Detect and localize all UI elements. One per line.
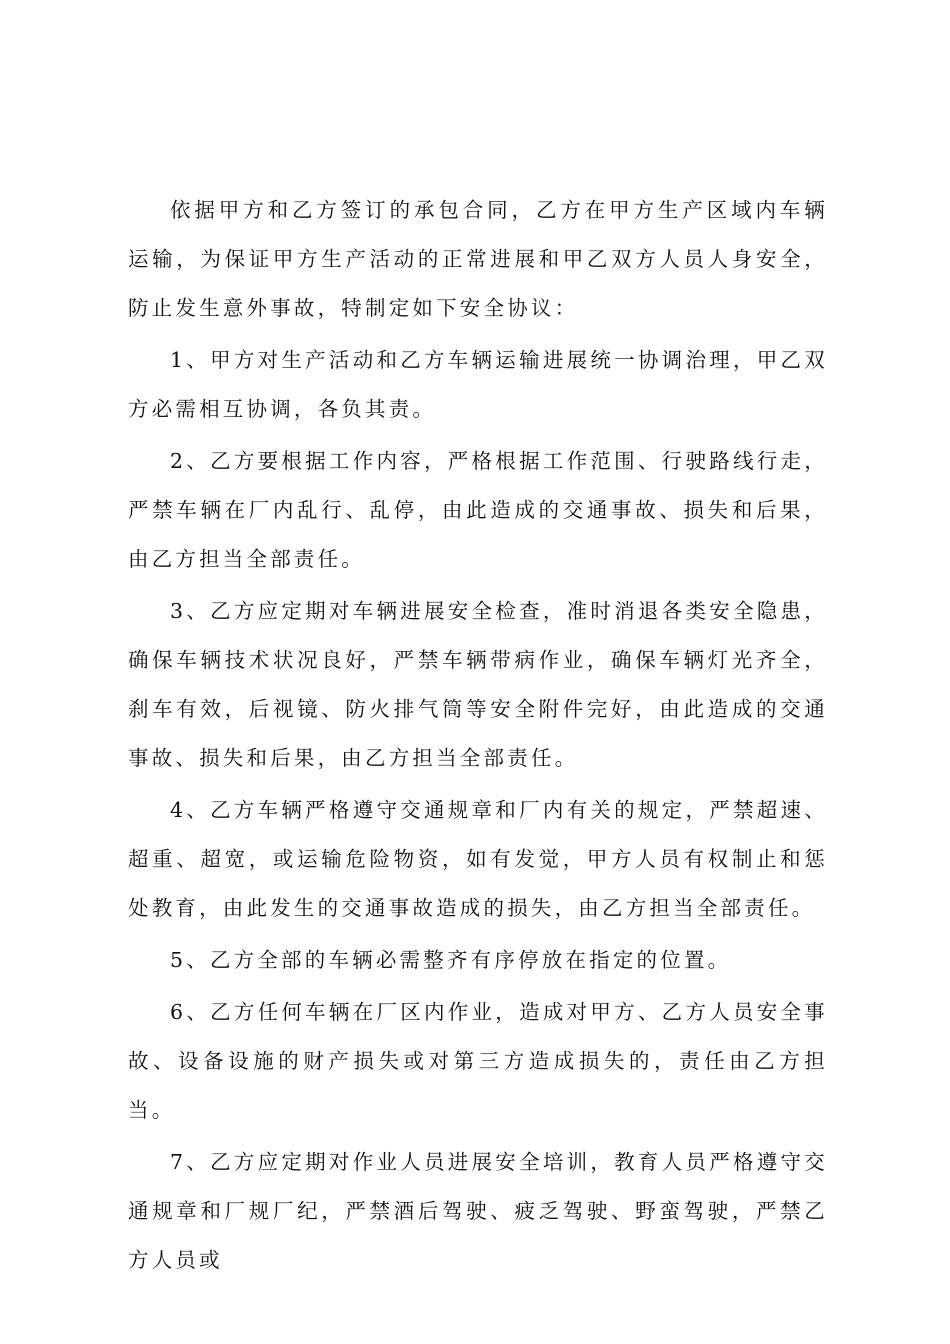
paragraph-clause-7: 7、乙方应定期对作业人员进展安全培训，教育人员严格遵守交通规章和厂规厂纪，严禁酒后驾驶、疲乏驾驶、野蛮驾驶，严禁乙方人员或 [128, 1150, 828, 1272]
paragraph-clause-5: 5、乙方全部的车辆必需整齐有序停放在指定的位置。 [170, 948, 732, 972]
paragraph-intro: 依据甲方和乙方签订的承包合同，乙方在甲方生产区域内车辆运输，为保证甲方生产活动的正常进展和甲乙双方人员人身安全，防止发生意外事故，特制定如下安全协议： [128, 198, 828, 320]
paragraph-clause-6: 6、乙方任何车辆在厂区内作业，造成对甲方、乙方人员安全事故、设备设施的财产损失或对第三方造成损失的，责任由乙方担当。 [128, 1000, 828, 1122]
paragraph-clause-3: 3、乙方应定期对车辆进展安全检查，准时消退各类安全隐患，确保车辆技术状况良好，严禁车辆带病作业，确保车辆灯光齐全，刹车有效，后视镜、防火排气筒等安全附件完好，由此造成的交通事故、损失和后果，由乙方担当全部责任。 [128, 599, 828, 770]
paragraph-clause-1: 1、甲方对生产活动和乙方车辆运输进展统一协调治理，甲乙双方必需相互协调，各负其责。 [128, 348, 828, 421]
paragraph-clause-4: 4、乙方车辆严格遵守交通规章和厂内有关的规定，严禁超速、超重、超宽，或运输危险物资，如有发觉，甲方人员有权制止和惩处教育，由此发生的交通事故造成的损失，由乙方担当全部责任。 [128, 798, 828, 920]
agreement-body [128, 186, 828, 1285]
paragraph-clause-2: 2、乙方要根据工作内容，严格根据工作范围、行驶路线行走，严禁车辆在厂内乱行、乱停，由此造成的交通事故、损失和后果，由乙方担当全部责任。 [128, 449, 828, 571]
